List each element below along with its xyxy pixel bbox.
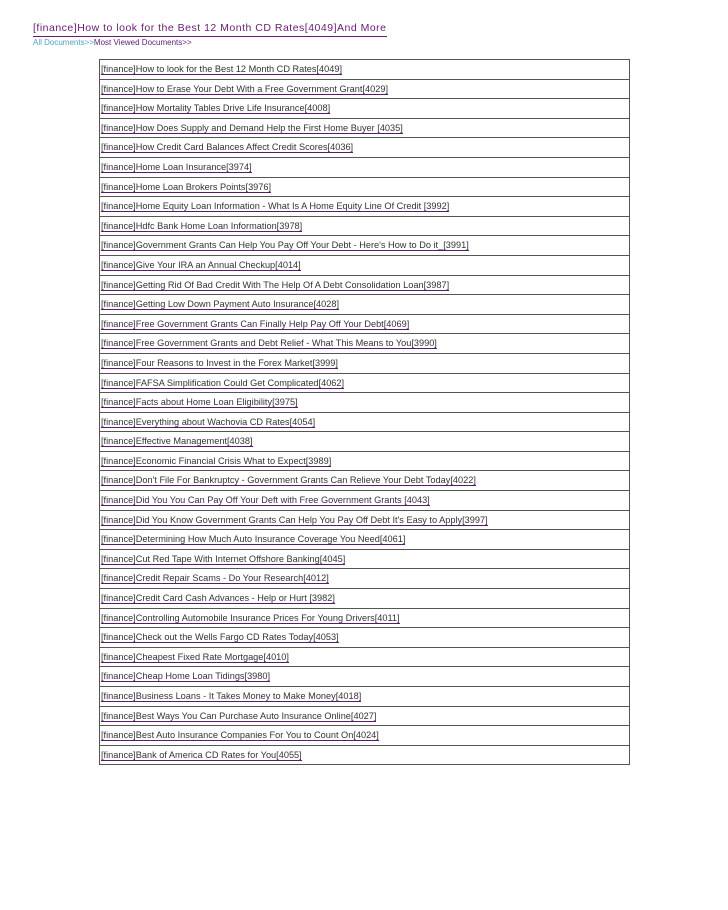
document-link-label: [finance]How Mortality Tables Drive Life Insurance[4008]	[101, 103, 331, 114]
document-link[interactable]	[101, 573, 329, 584]
list-item	[100, 707, 629, 727]
document-link-label: [finance]Facts about Home Loan Eligibility[3975]	[101, 397, 298, 408]
list-item	[100, 413, 629, 433]
document-link[interactable]	[101, 319, 409, 330]
document-link[interactable]	[101, 142, 353, 153]
document-link[interactable]	[101, 280, 449, 291]
list-item	[100, 99, 629, 119]
list-item	[100, 158, 629, 178]
list-item	[100, 550, 629, 570]
document-link[interactable]	[101, 613, 400, 624]
breadcrumb-all-documents[interactable]: All Documents	[33, 38, 85, 47]
document-link[interactable]	[101, 554, 345, 565]
list-item	[100, 295, 629, 315]
list-item	[100, 236, 629, 256]
document-link-label: [finance]Credit Repair Scams - Do Your Research[4012]	[101, 573, 329, 584]
breadcrumb-trailing-separator: >>	[182, 38, 192, 47]
document-link-label: [finance]Check out the Wells Fargo CD Rates Today[4053]	[101, 632, 339, 643]
list-item	[100, 432, 629, 452]
document-link-label: [finance]Getting Rid Of Bad Credit With The Help Of A Debt Consolidation Loan[3987]	[101, 279, 450, 290]
document-link[interactable]	[101, 750, 302, 761]
list-item	[100, 491, 629, 511]
list-item	[100, 393, 629, 413]
list-item	[100, 197, 629, 217]
document-link-label: [finance]Credit Card Cash Advances - Help or Hurt [3982]	[101, 593, 335, 604]
document-link[interactable]	[101, 593, 335, 604]
document-link[interactable]	[101, 240, 469, 251]
document-link-label: [finance]Business Loans - It Takes Money to Make Money[4018]	[101, 691, 362, 701]
document-link[interactable]	[101, 475, 476, 486]
document-link[interactable]	[101, 730, 379, 741]
page-title[interactable]: [finance]How to look for the Best 12 Month CD Rates[4049]And More	[33, 22, 387, 37]
list-item	[100, 138, 629, 158]
list-item	[100, 667, 629, 687]
breadcrumb	[33, 38, 192, 47]
list-item	[100, 276, 629, 296]
list-item	[100, 354, 629, 374]
document-link[interactable]	[101, 358, 338, 369]
document-link-label: [finance]Home Equity Loan Information - What Is A Home Equity Line Of Credit [3992]	[101, 201, 450, 212]
document-link-label: [finance]How Does Supply and Demand Help the First Home Buyer [4035]	[101, 122, 403, 133]
document-link[interactable]	[101, 338, 437, 349]
list-item	[100, 648, 629, 668]
list-item	[100, 119, 629, 139]
document-link[interactable]	[101, 378, 344, 389]
list-item	[100, 687, 629, 707]
document-link[interactable]	[101, 162, 252, 173]
document-link[interactable]	[101, 221, 302, 232]
document-link-label: [finance]Four Reasons to Invest in the Forex Market[3999]	[101, 357, 338, 368]
document-link[interactable]	[101, 299, 339, 310]
document-link-label: [finance]Cheap Home Loan Tidings[3980]	[101, 671, 271, 682]
list-item	[100, 374, 629, 394]
document-link[interactable]	[101, 691, 361, 702]
document-link-label: [finance]Getting Low Down Payment Auto Insurance[4028]	[101, 299, 339, 310]
document-link-label: [finance]Economic Financial Crisis What to Expect[3989]	[101, 455, 332, 466]
document-link-label: [finance]How to look for the Best 12 Month CD Rates[4049]	[101, 64, 343, 74]
document-link[interactable]	[101, 632, 339, 643]
document-link-label: [finance]FAFSA Simplification Could Get Complicated[4062]	[101, 377, 345, 388]
document-link[interactable]	[101, 534, 405, 545]
document-link-label: [finance]Determining How Much Auto Insurance Coverage You Need[4061]	[101, 534, 406, 545]
list-item	[100, 60, 629, 80]
document-link[interactable]	[101, 84, 388, 95]
document-link[interactable]	[101, 201, 449, 212]
list-item	[100, 511, 629, 531]
list-item	[100, 471, 629, 491]
document-link-label: [finance]Home Loan Insurance[3974]	[101, 161, 252, 172]
document-link[interactable]	[101, 123, 403, 134]
document-link-list	[99, 59, 630, 765]
document-link[interactable]	[101, 436, 253, 447]
document-link[interactable]	[101, 495, 430, 506]
document-link-label: [finance]How Credit Card Balances Affect Credit Scores[4036]	[101, 142, 354, 153]
list-item	[100, 178, 629, 198]
list-item	[100, 217, 629, 237]
document-link-label: [finance]Did You You Can Pay Off Your Deft with Free Government Grants [4043]	[101, 495, 430, 506]
list-item	[100, 530, 629, 550]
document-link[interactable]	[101, 260, 301, 271]
list-item	[100, 452, 629, 472]
document-link[interactable]	[101, 64, 342, 75]
document-link[interactable]	[101, 652, 289, 663]
document-link-label: [finance]Give Your IRA an Annual Checkup[4014]	[101, 259, 301, 270]
list-item	[100, 589, 629, 609]
document-link-label: [finance]Home Loan Brokers Points[3976]	[101, 181, 272, 192]
list-item	[100, 746, 629, 766]
document-link-label: [finance]Bank of America CD Rates for You[4055]	[101, 749, 302, 760]
document-link-label: [finance]Did You Know Government Grants Can Help You Pay Off Debt It's Easy to Apply[3997]	[101, 514, 488, 525]
document-link-label: [finance]Best Auto Insurance Companies For You to Count On[4024]	[101, 730, 379, 741]
document-link[interactable]	[101, 671, 270, 682]
document-link-label: [finance]How to Erase Your Debt With a Free Government Grant[4029]	[101, 83, 389, 94]
breadcrumb-separator: >>	[84, 38, 94, 47]
list-item	[100, 256, 629, 276]
document-link[interactable]	[101, 456, 331, 467]
breadcrumb-most-viewed[interactable]: Most Viewed Documents	[93, 38, 183, 47]
document-link-label: [finance]Everything about Wachovia CD Rates[4054]	[101, 416, 316, 427]
document-link-label: [finance]Effective Management[4038]	[101, 436, 253, 447]
document-link-label: [finance]Best Ways You Can Purchase Auto Insurance Online[4027]	[101, 710, 377, 721]
document-link-label: [finance]Government Grants Can Help You Pay Off Your Debt - Here's How to Do it_[3991]	[101, 240, 469, 251]
list-item	[100, 726, 629, 746]
document-link-label: [finance]Hdfc Bank Home Loan Information[3978]	[101, 220, 303, 231]
document-link-label: [finance]Controlling Automobile Insurance Prices For Young Drivers[4011]	[101, 612, 400, 623]
document-link[interactable]	[101, 711, 376, 722]
list-item	[100, 628, 629, 648]
document-link[interactable]	[101, 103, 330, 114]
list-item	[100, 609, 629, 629]
document-link[interactable]	[101, 397, 298, 408]
document-link-label: [finance]Don't File For Bankruptcy - Government Grants Can Relieve Your Debt Today[4022]	[101, 475, 476, 486]
document-link[interactable]	[101, 182, 271, 193]
list-item	[100, 315, 629, 335]
document-link[interactable]	[101, 417, 315, 428]
document-link-label: [finance]Free Government Grants Can Finally Help Pay Off Your Debt[4069]	[101, 318, 410, 329]
list-item	[100, 334, 629, 354]
list-item	[100, 569, 629, 589]
document-link[interactable]	[101, 515, 488, 526]
document-link-label: [finance]Cheapest Fixed Rate Mortgage[4010]	[101, 651, 289, 662]
document-link-label: [finance]Cut Red Tape With Internet Offshore Banking[4045]	[101, 553, 346, 564]
document-link-label: [finance]Free Government Grants and Debt Relief - What This Means to You[3990]	[101, 338, 437, 349]
list-item	[100, 80, 629, 100]
